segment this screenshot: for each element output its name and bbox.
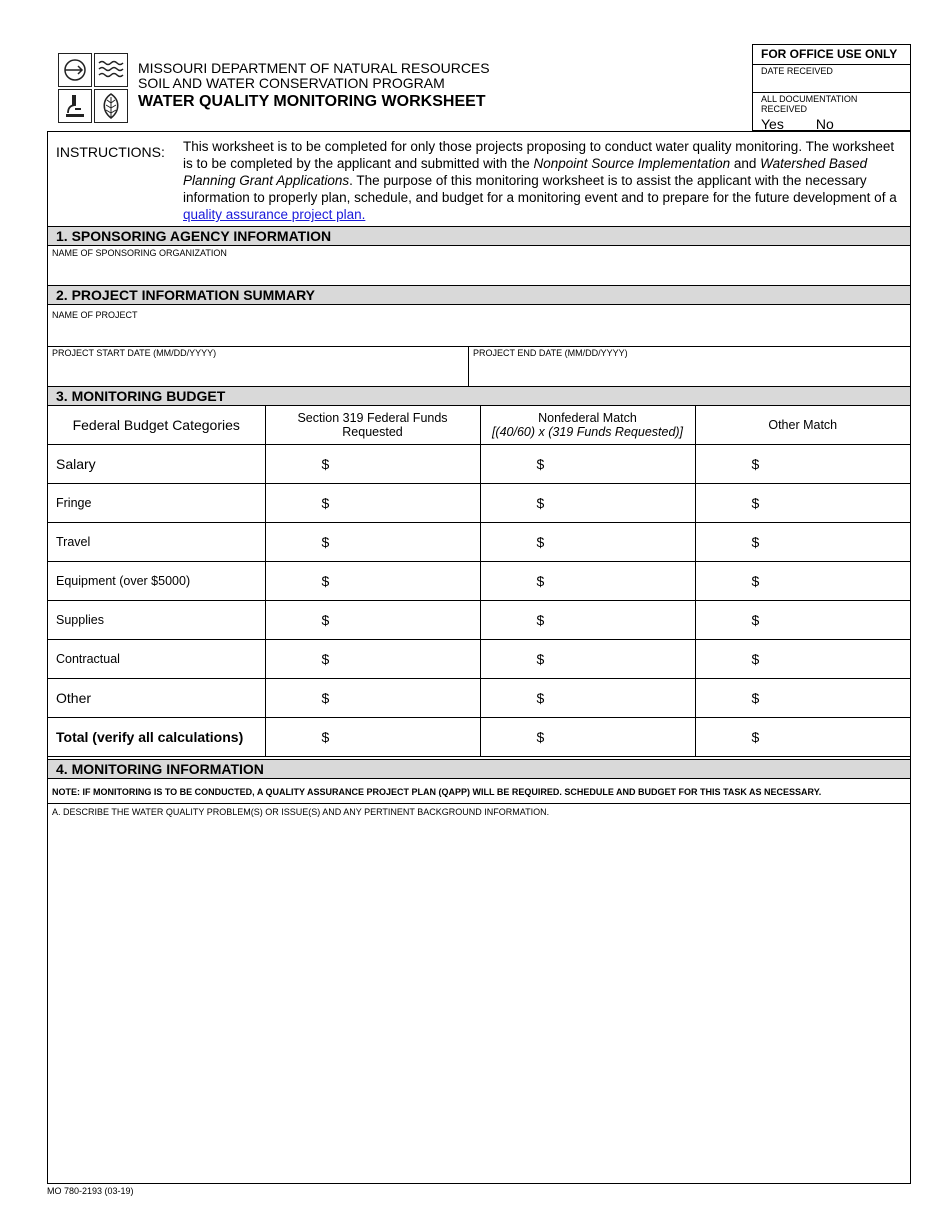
other-amount-cell[interactable]: $ bbox=[695, 678, 910, 717]
category-label: Supplies bbox=[48, 600, 265, 639]
section-2-heading: 2. PROJECT INFORMATION SUMMARY bbox=[48, 285, 910, 305]
federal-amount-cell[interactable]: $ bbox=[265, 600, 480, 639]
federal-amount-cell[interactable]: $ bbox=[265, 639, 480, 678]
section-3-heading: 3. MONITORING BUDGET bbox=[48, 386, 910, 406]
section-4-heading: 4. MONITORING INFORMATION bbox=[48, 759, 910, 779]
nonfederal-amount-cell[interactable]: $ bbox=[480, 483, 695, 522]
yes-option[interactable]: Yes bbox=[761, 116, 784, 132]
category-label: Contractual bbox=[48, 639, 265, 678]
nonfederal-total-cell[interactable]: $ bbox=[480, 717, 695, 756]
federal-amount-cell[interactable]: $ bbox=[265, 522, 480, 561]
table-row bbox=[48, 522, 910, 561]
other-amount-cell[interactable]: $ bbox=[695, 561, 910, 600]
program-name: SOIL AND WATER CONSERVATION PROGRAM bbox=[138, 75, 445, 91]
other-amount-cell[interactable]: $ bbox=[695, 600, 910, 639]
nonfederal-amount-cell[interactable]: $ bbox=[480, 678, 695, 717]
table-row bbox=[48, 444, 910, 483]
total-label: Total (verify all calculations) bbox=[48, 717, 265, 756]
federal-amount-cell[interactable]: $ bbox=[265, 444, 480, 483]
agency-name: MISSOURI DEPARTMENT OF NATURAL RESOURCES bbox=[138, 60, 490, 76]
water-waves-icon bbox=[94, 53, 128, 87]
date-received-label: DATE RECEIVED bbox=[761, 66, 833, 76]
category-label: Other bbox=[48, 678, 265, 717]
instructions-label: INSTRUCTIONS: bbox=[56, 144, 165, 160]
date-received-field[interactable] bbox=[753, 65, 910, 93]
project-start-date-field[interactable] bbox=[48, 346, 468, 384]
table-row bbox=[48, 561, 910, 600]
worksheet-form bbox=[47, 131, 911, 1184]
qapp-note: NOTE: IF MONITORING IS TO BE CONDUCTED, A QUALITY ASSURANCE PROJECT PLAN (QAPP) WILL BE REQUIRED. SCHEDULE AND BUDGET FOR THIS TASK AS NECESSARY. bbox=[48, 781, 910, 804]
nonfederal-amount-cell[interactable]: $ bbox=[480, 639, 695, 678]
dnr-logo bbox=[58, 53, 128, 123]
category-label: Travel bbox=[48, 522, 265, 561]
sun-icon bbox=[58, 53, 92, 87]
project-end-date-label: PROJECT END DATE (MM/DD/YYYY) bbox=[473, 348, 628, 358]
table-row bbox=[48, 678, 910, 717]
all-documentation-label: ALL DOCUMENTATION RECEIVED bbox=[761, 94, 858, 114]
agency-header bbox=[138, 61, 490, 111]
monitoring-budget-table bbox=[48, 406, 910, 757]
nonfederal-amount-cell[interactable]: $ bbox=[480, 444, 695, 483]
microscope-icon bbox=[58, 89, 92, 123]
project-name-field[interactable] bbox=[48, 308, 910, 346]
leaf-icon bbox=[94, 89, 128, 123]
nonfederal-amount-cell[interactable]: $ bbox=[480, 600, 695, 639]
section-1-heading: 1. SPONSORING AGENCY INFORMATION bbox=[48, 226, 910, 246]
federal-funds-column-header: Section 319 Federal Funds Requested bbox=[265, 406, 480, 444]
other-total-cell[interactable]: $ bbox=[695, 717, 910, 756]
nonfederal-amount-cell[interactable]: $ bbox=[480, 561, 695, 600]
budget-header-row bbox=[48, 406, 910, 444]
federal-amount-cell[interactable]: $ bbox=[265, 678, 480, 717]
office-use-box bbox=[752, 44, 911, 131]
other-amount-cell[interactable]: $ bbox=[695, 639, 910, 678]
project-end-date-field[interactable] bbox=[469, 346, 910, 384]
table-row bbox=[48, 600, 910, 639]
no-option[interactable]: No bbox=[815, 116, 834, 132]
other-match-column-header: Other Match bbox=[695, 406, 910, 444]
other-amount-cell[interactable]: $ bbox=[695, 522, 910, 561]
category-label: Equipment (over $5000) bbox=[48, 561, 265, 600]
form-number: MO 780-2193 (03-19) bbox=[47, 1186, 134, 1196]
sponsoring-organization-label: NAME OF SPONSORING ORGANIZATION bbox=[52, 248, 227, 258]
form-title: WATER QUALITY MONITORING WORKSHEET bbox=[138, 93, 486, 110]
qapp-link[interactable]: quality assurance project plan. bbox=[183, 207, 366, 222]
sponsoring-organization-field[interactable] bbox=[48, 246, 910, 284]
office-use-title: FOR OFFICE USE ONLY bbox=[753, 45, 910, 65]
project-name-label: NAME OF PROJECT bbox=[52, 310, 138, 320]
federal-amount-cell[interactable]: $ bbox=[265, 561, 480, 600]
other-amount-cell[interactable]: $ bbox=[695, 483, 910, 522]
problem-description-field[interactable] bbox=[48, 820, 910, 1182]
nonfederal-match-column-header: Nonfederal Match [(40/60) x (319 Funds Requested)] bbox=[480, 406, 695, 444]
federal-total-cell[interactable]: $ bbox=[265, 717, 480, 756]
project-start-date-label: PROJECT START DATE (MM/DD/YYYY) bbox=[52, 348, 217, 358]
category-label: Salary bbox=[48, 444, 265, 483]
table-row bbox=[48, 483, 910, 522]
category-column-header: Federal Budget Categories bbox=[48, 406, 265, 444]
nonfederal-amount-cell[interactable]: $ bbox=[480, 522, 695, 561]
other-amount-cell[interactable]: $ bbox=[695, 444, 910, 483]
instructions-block bbox=[48, 132, 910, 227]
table-row bbox=[48, 639, 910, 678]
federal-amount-cell[interactable]: $ bbox=[265, 483, 480, 522]
total-row bbox=[48, 717, 910, 756]
category-label: Fringe bbox=[48, 483, 265, 522]
problem-description-label: A. DESCRIBE THE WATER QUALITY PROBLEM(S) OR ISSUE(S) AND ANY PERTINENT BACKGROUND INFORMATION. bbox=[52, 807, 550, 817]
instructions-text: This worksheet is to be completed for only those projects proposing to conduct water quality monitoring. The worksheet is to be completed by the applicant and submitted with the Nonpoint Source Implementation and Watershed Based Planning Grant Applications. The purpose of this monitoring worksheet is to assist the applicant with the necessary information to properly plan, schedule, and budget for a monitoring event and to prepare for the future development of a quality assurance project plan. bbox=[183, 139, 897, 222]
